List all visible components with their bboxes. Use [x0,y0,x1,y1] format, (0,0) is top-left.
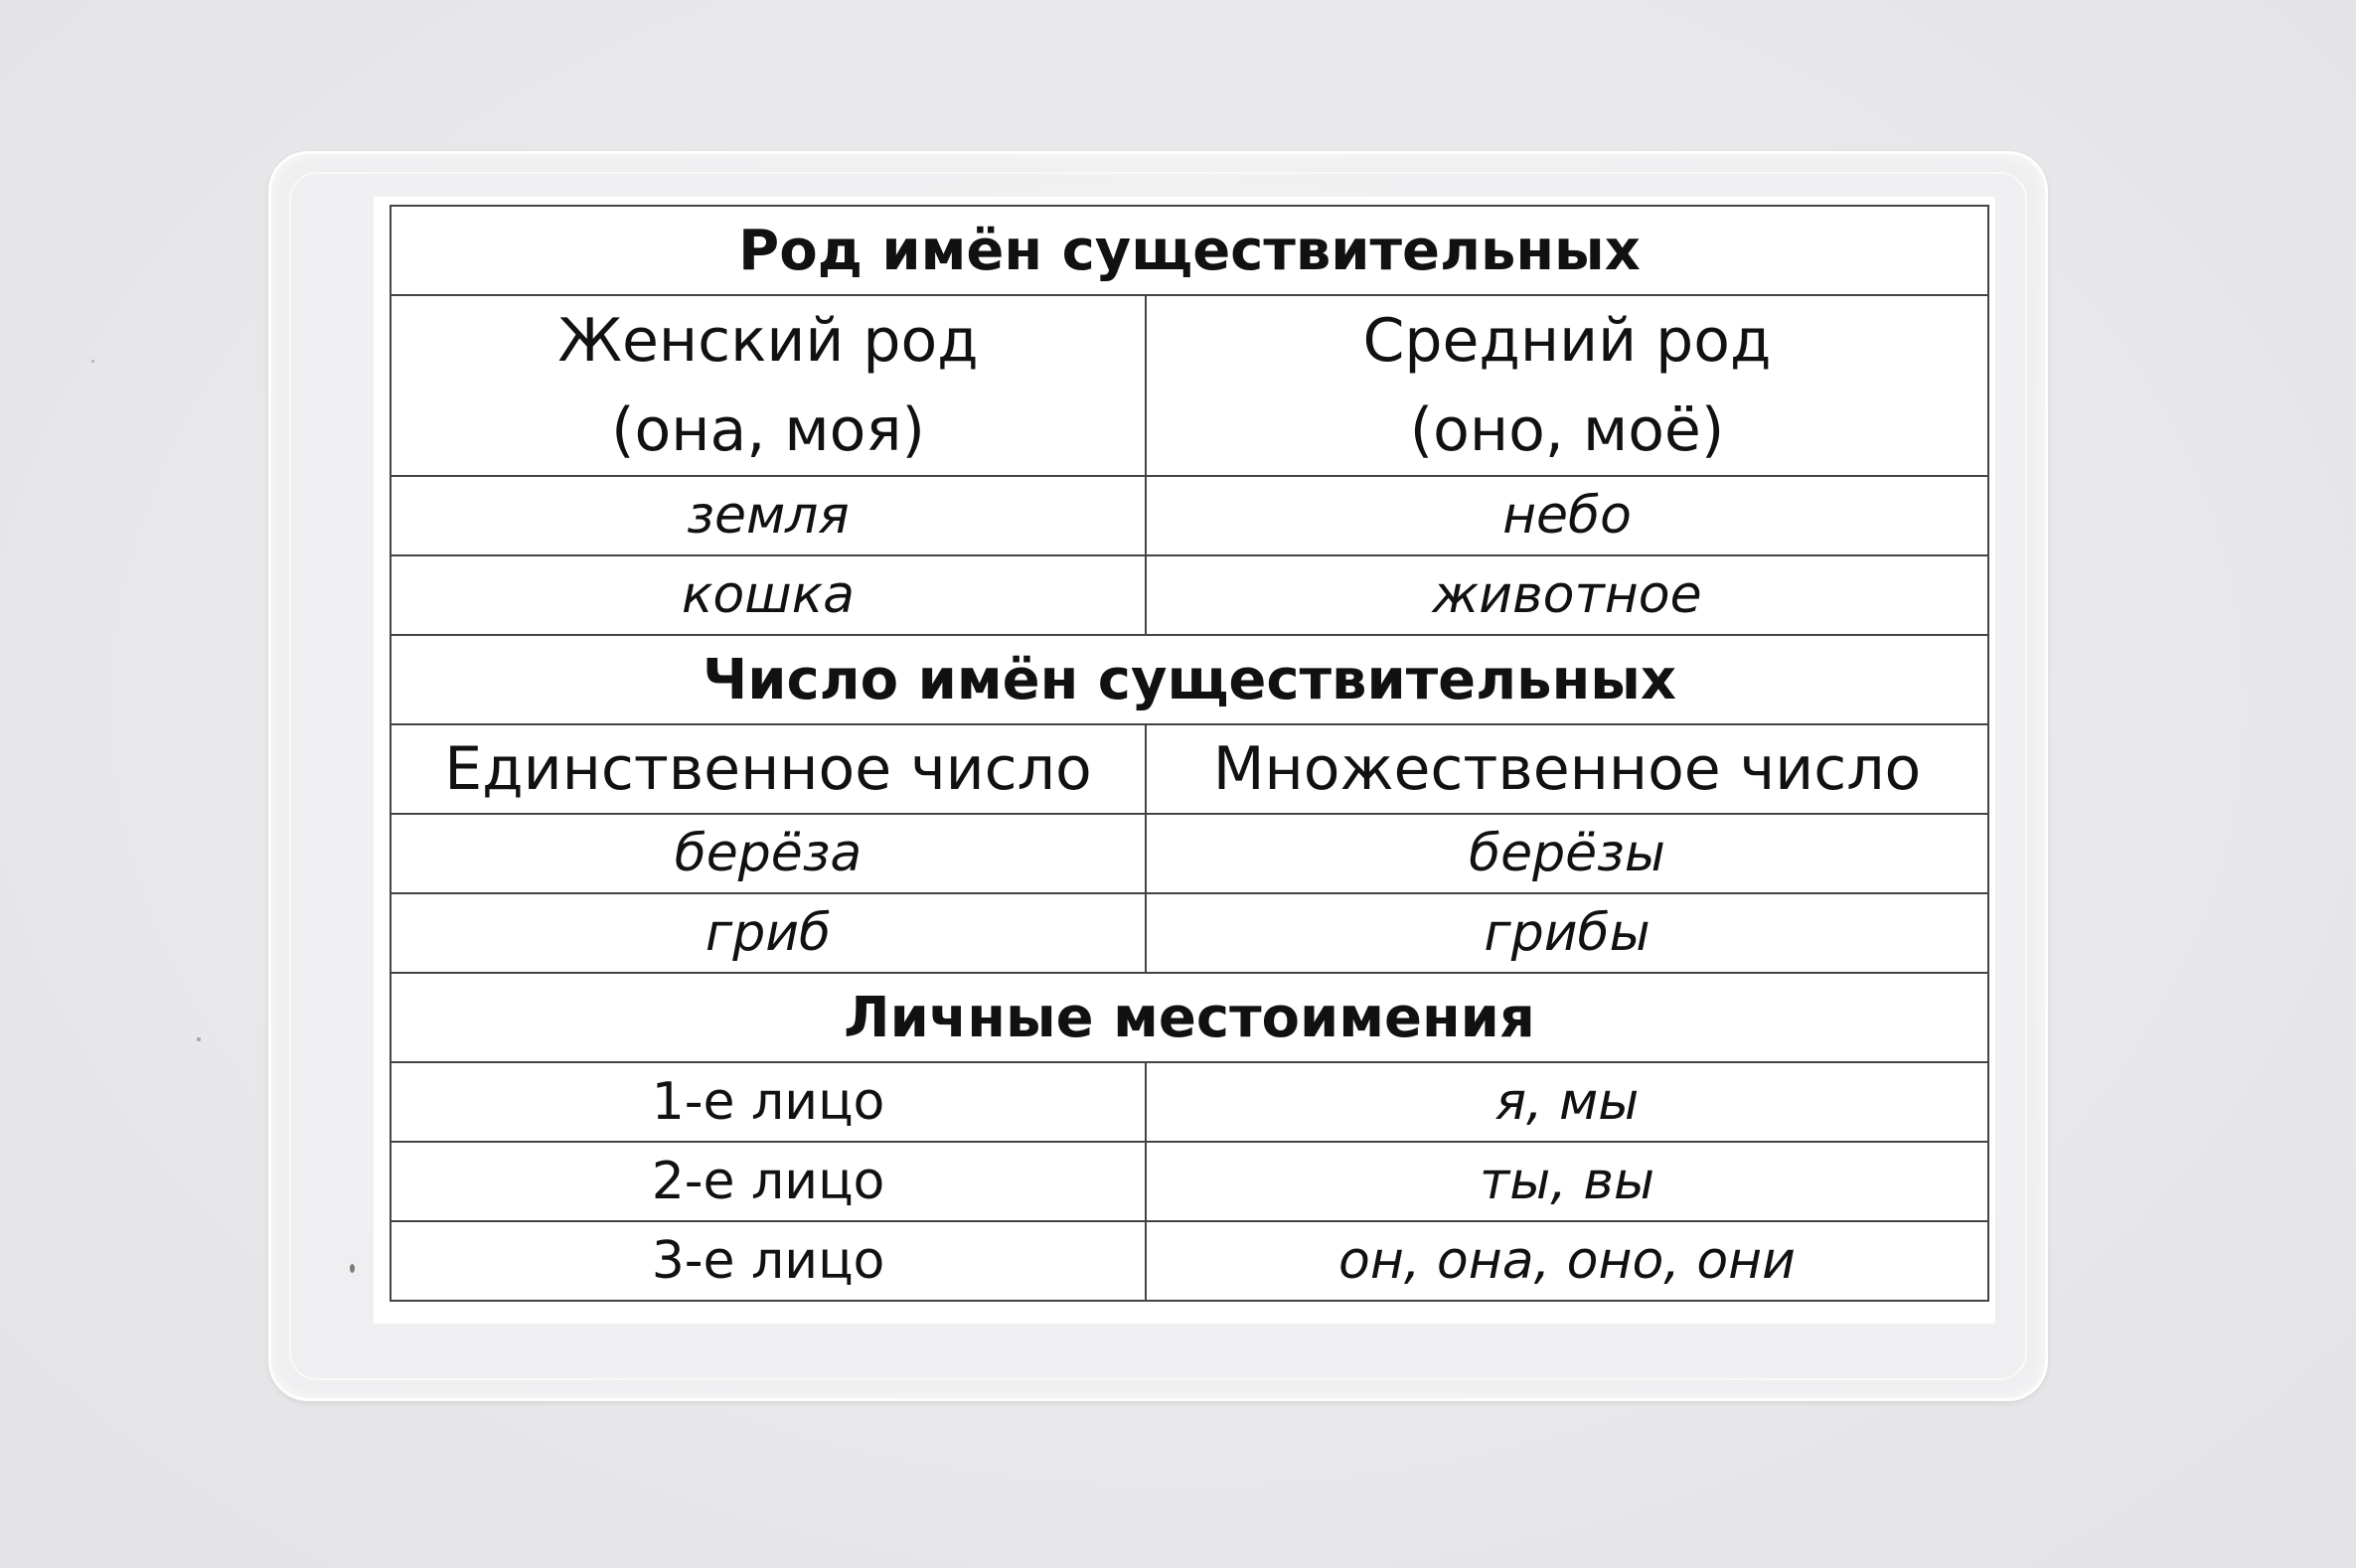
neuter-title: Средний род [1362,306,1772,376]
number-section-title: Число имён существительных [391,635,1988,724]
feminine-example: кошка [391,555,1146,635]
table-row [391,814,1988,893]
plural-example: берёзы [1146,814,1988,893]
pronoun-forms: ты, вы [1146,1142,1988,1221]
dust-speck [197,1037,201,1041]
feminine-pronouns: (она, моя) [611,395,925,465]
pronoun-forms: я, мы [1146,1062,1988,1142]
neuter-example: животное [1146,555,1988,635]
gender-header-row [391,295,1988,476]
plural-header: Множественное число [1146,724,1988,814]
gender-section-title: Род имён существительных [391,206,1988,295]
neuter-example: небо [1146,476,1988,555]
gender-title-row [391,206,1988,295]
dust-speck [350,1264,355,1273]
table-row [391,476,1988,555]
plural-example: грибы [1146,893,1988,973]
feminine-header [391,295,1146,476]
person-label: 3-е лицо [391,1221,1146,1301]
pronouns-title-row [391,973,1988,1062]
grammar-table [390,205,1989,1302]
table-row [391,1142,1988,1221]
dust-speck [91,360,94,363]
table-row [391,555,1988,635]
person-label: 2-е лицо [391,1142,1146,1221]
singular-header: Единственное число [391,724,1146,814]
neuter-header [1146,295,1988,476]
table-row [391,1221,1988,1301]
feminine-title: Женский род [557,306,979,376]
number-header-row [391,724,1988,814]
reference-card [374,197,1995,1324]
table-row [391,893,1988,973]
singular-example: гриб [391,893,1146,973]
number-title-row [391,635,1988,724]
pronouns-section-title: Личные местоимения [391,973,1988,1062]
feminine-example: земля [391,476,1146,555]
person-label: 1-е лицо [391,1062,1146,1142]
pronoun-forms: он, она, оно, они [1146,1221,1988,1301]
neuter-pronouns: (оно, моё) [1409,395,1725,465]
table-row [391,1062,1988,1142]
singular-example: берёза [391,814,1146,893]
